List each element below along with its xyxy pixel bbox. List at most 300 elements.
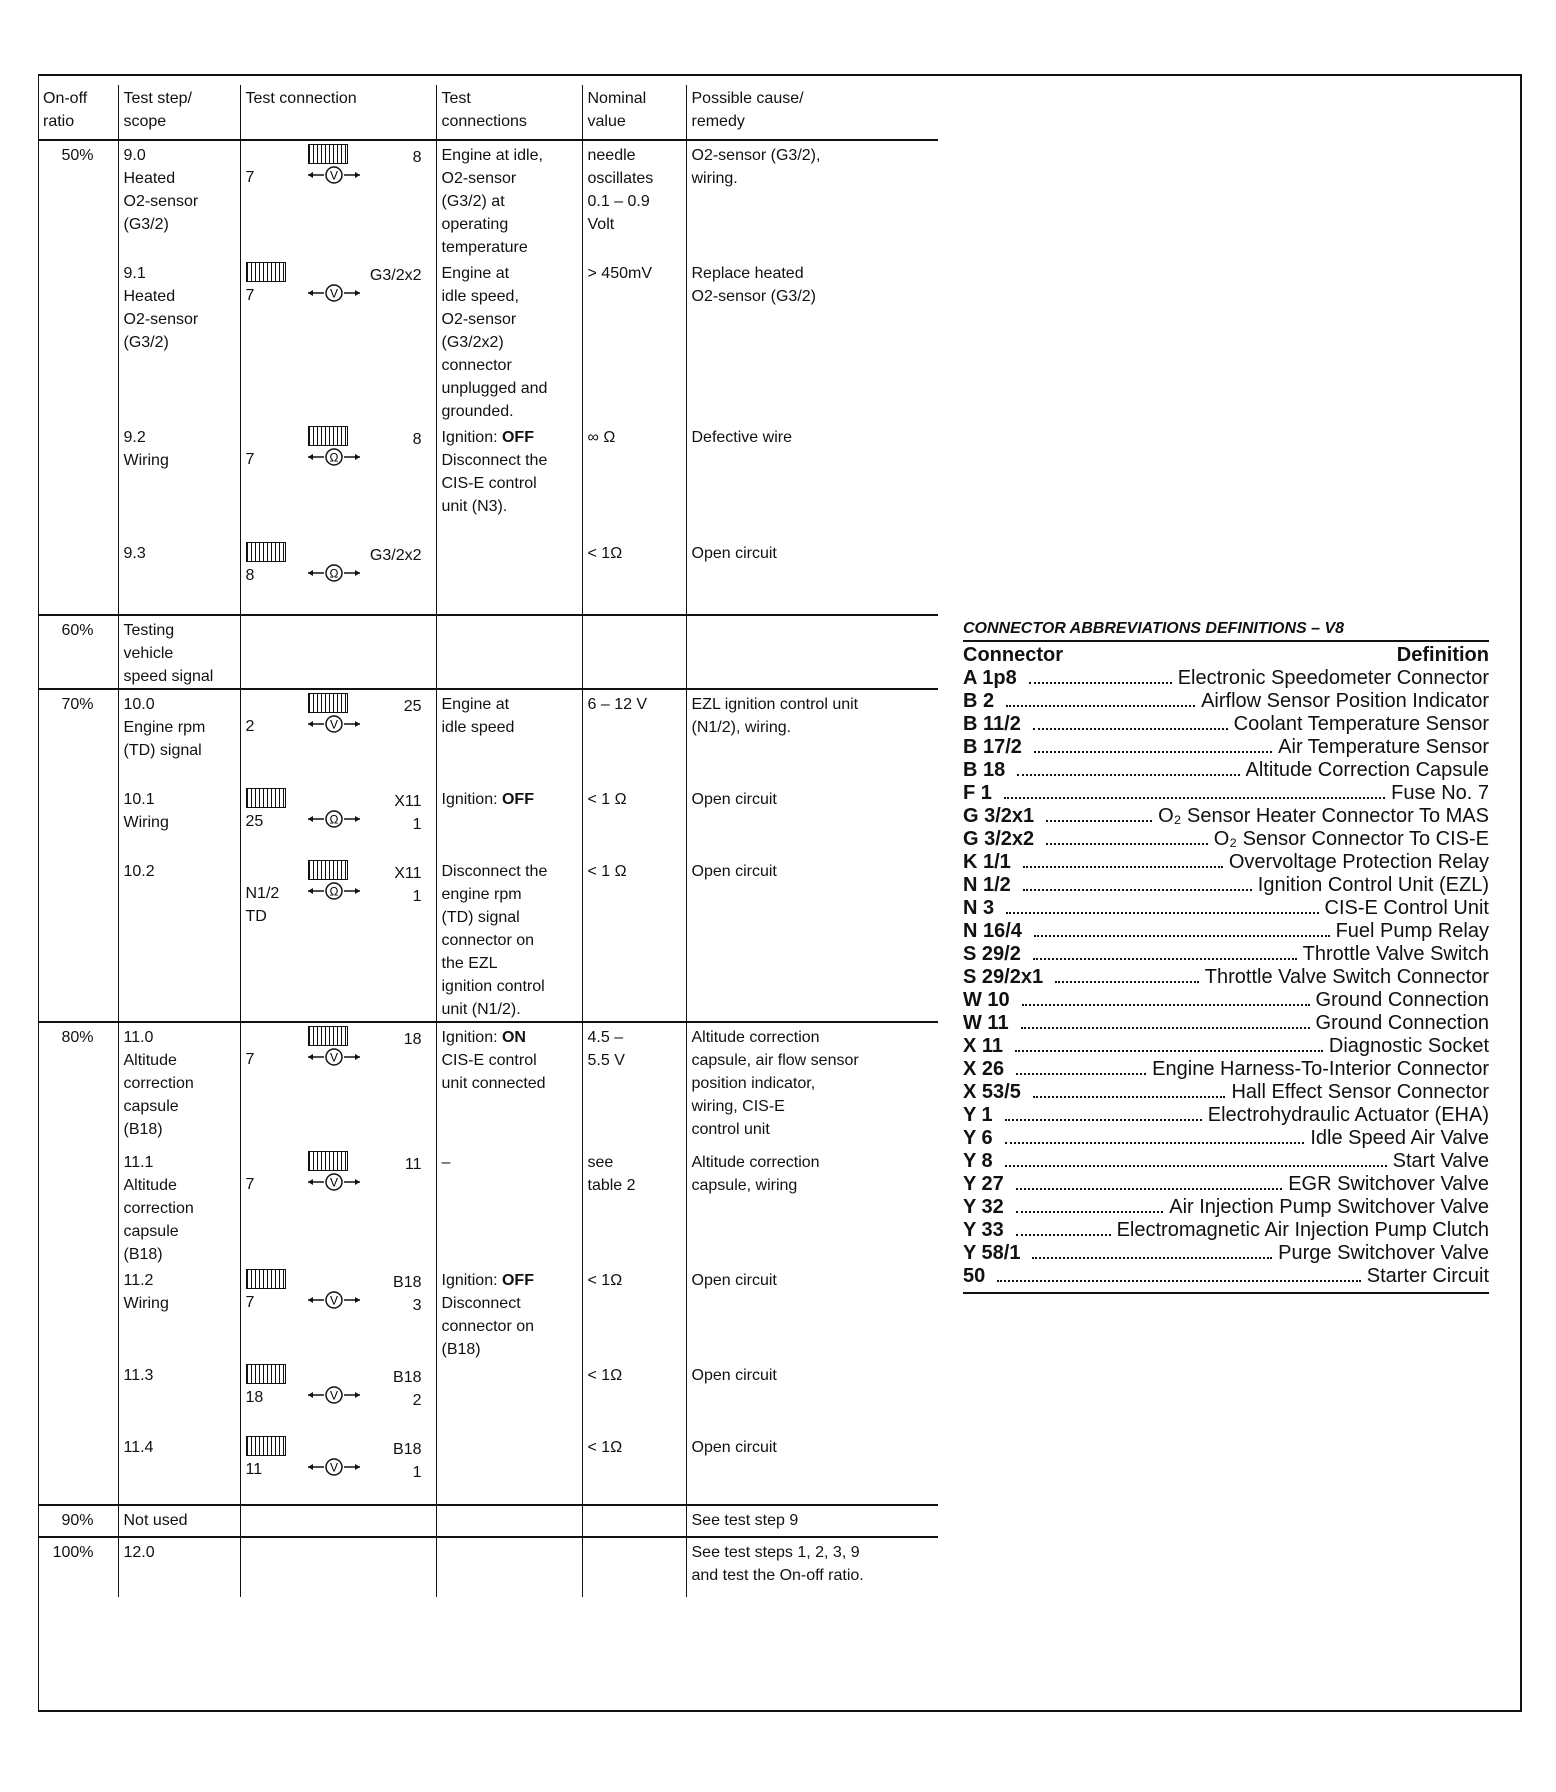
connection-left-pin: 25 bbox=[245, 813, 264, 830]
possible-cause-cell: Open circuit bbox=[686, 539, 938, 615]
possible-cause-cell: See test step 9 bbox=[686, 1505, 938, 1537]
legend-code: S 29/2 bbox=[963, 943, 1021, 965]
possible-cause-cell: Altitude correction capsule, air flow sensor position indicator, wiring, CIS-E control unit bbox=[686, 1022, 938, 1148]
nominal-value-cell: 6 – 12 V bbox=[582, 689, 686, 785]
connection-left-pin: 7 bbox=[245, 1294, 255, 1311]
nominal-value-cell: < 1 Ω bbox=[582, 857, 686, 1022]
on-off-ratio-cell: 100% bbox=[38, 1537, 118, 1597]
ignition-state: OFF bbox=[501, 791, 534, 808]
leader-dots bbox=[1023, 866, 1223, 868]
connection-right-pin: B18 1 bbox=[393, 1441, 422, 1481]
leader-dots bbox=[1046, 820, 1152, 822]
leader-dots bbox=[1022, 1004, 1310, 1006]
leader-dots bbox=[1029, 682, 1172, 684]
on-off-ratio-cell: 50% bbox=[38, 140, 118, 259]
connection-diagram bbox=[246, 1026, 426, 1088]
legend-item bbox=[963, 989, 1489, 1012]
legend-definition: CIS-E Control Unit bbox=[1324, 897, 1489, 919]
legend-item bbox=[963, 713, 1489, 736]
connection-right-pin: G3/2x2 bbox=[369, 547, 422, 564]
nominal-value-cell: < 1 Ω bbox=[582, 785, 686, 857]
legend-item bbox=[963, 736, 1489, 759]
test-step-cell: 11.2 Wiring bbox=[118, 1266, 240, 1361]
leader-dots bbox=[1016, 1188, 1282, 1190]
on-off-ratio-cell: 80% bbox=[38, 1022, 118, 1148]
test-connection-cell bbox=[240, 1537, 436, 1597]
table-row bbox=[38, 539, 938, 615]
table-row bbox=[38, 857, 938, 1022]
test-connection-cell bbox=[240, 615, 436, 689]
ignition-label: Ignition: bbox=[441, 1029, 502, 1046]
test-conditions-cell bbox=[436, 140, 582, 259]
control-unit-icon bbox=[246, 788, 286, 808]
header-test-step: Test step/ scope bbox=[118, 85, 240, 140]
possible-cause-cell: Defective wire bbox=[686, 423, 938, 539]
legend-item bbox=[963, 782, 1489, 805]
connection-diagram bbox=[246, 426, 426, 488]
table-row bbox=[38, 1266, 938, 1361]
legend-item bbox=[963, 897, 1489, 920]
on-off-ratio-cell bbox=[38, 1361, 118, 1433]
meter-symbol: V bbox=[329, 1050, 338, 1065]
legend-code: Y 32 bbox=[963, 1196, 1004, 1218]
legend-definition: Electronic Speedometer Connector bbox=[1177, 667, 1489, 689]
connection-diagram bbox=[246, 542, 426, 604]
control-unit-icon bbox=[308, 1026, 348, 1046]
control-unit-icon bbox=[308, 860, 348, 880]
legend-definition: Fuse No. 7 bbox=[1391, 782, 1489, 804]
legend-item bbox=[963, 1265, 1489, 1288]
leader-dots bbox=[1021, 1027, 1310, 1029]
legend-definition: EGR Switchover Valve bbox=[1288, 1173, 1489, 1195]
test-conditions-cell bbox=[436, 1505, 582, 1537]
possible-cause-cell: Open circuit bbox=[686, 1433, 938, 1505]
legend-item bbox=[963, 690, 1489, 713]
possible-cause-cell bbox=[686, 615, 938, 689]
legend-code: G 3/2x2 bbox=[963, 828, 1035, 850]
table-row bbox=[38, 140, 938, 259]
ignition-label: Ignition: bbox=[441, 791, 502, 808]
connection-right-pin: 8 bbox=[412, 431, 422, 448]
legend-code: X 26 bbox=[963, 1058, 1005, 1080]
leader-dots bbox=[1033, 1096, 1226, 1098]
test-connection-cell bbox=[240, 423, 436, 539]
meter-symbol: Ω bbox=[329, 884, 338, 899]
ohmmeter-icon bbox=[306, 808, 362, 830]
legend-end-rule bbox=[963, 1292, 1489, 1294]
connection-left-pin: 7 bbox=[245, 451, 255, 468]
meter-symbol: Ω bbox=[329, 566, 338, 581]
connection-diagram bbox=[246, 1436, 426, 1498]
voltmeter-icon bbox=[306, 164, 362, 186]
connection-diagram bbox=[246, 788, 426, 850]
nominal-value-cell bbox=[582, 1505, 686, 1537]
legend-col-definition: Definition bbox=[1396, 644, 1489, 666]
test-conditions-cell bbox=[436, 259, 582, 423]
legend-item bbox=[963, 943, 1489, 966]
legend-code: B 2 bbox=[963, 690, 995, 712]
legend-code: Y 1 bbox=[963, 1104, 993, 1126]
on-off-ratio-cell: 90% bbox=[38, 1505, 118, 1537]
connection-diagram bbox=[246, 1364, 426, 1426]
voltmeter-icon bbox=[306, 1046, 362, 1068]
on-off-ratio-cell bbox=[38, 539, 118, 615]
legend-code: 50 bbox=[963, 1265, 986, 1287]
legend-item bbox=[963, 805, 1489, 828]
legend-item bbox=[963, 1104, 1489, 1127]
legend-definition: Start Valve bbox=[1392, 1150, 1489, 1172]
legend-definition: Overvoltage Protection Relay bbox=[1228, 851, 1489, 873]
conditions-text: – bbox=[441, 1154, 451, 1171]
possible-cause-cell: Open circuit bbox=[686, 785, 938, 857]
leader-dots bbox=[1033, 728, 1228, 730]
test-step-cell: 11.3 bbox=[118, 1361, 240, 1433]
leader-dots bbox=[1005, 1119, 1202, 1121]
possible-cause-cell: Open circuit bbox=[686, 1361, 938, 1433]
test-step-cell: 12.0 bbox=[118, 1537, 240, 1597]
legend-code: Y 6 bbox=[963, 1127, 993, 1149]
test-conditions-cell bbox=[436, 785, 582, 857]
leader-dots bbox=[1034, 935, 1330, 937]
legend-item bbox=[963, 851, 1489, 874]
connection-right-pin: X11 1 bbox=[394, 793, 422, 833]
test-conditions-cell bbox=[436, 1537, 582, 1597]
meter-symbol: V bbox=[329, 1460, 338, 1475]
on-off-ratio-cell bbox=[38, 1148, 118, 1266]
legend-item bbox=[963, 1127, 1489, 1150]
connection-left-pin: 7 bbox=[245, 287, 255, 304]
control-unit-icon bbox=[246, 1364, 286, 1384]
test-conditions-cell bbox=[436, 857, 582, 1022]
leader-dots bbox=[1004, 797, 1385, 799]
conditions-text: Disconnect the engine rpm (TD) signal connector on the EZL ignition control unit (N1/2). bbox=[441, 863, 548, 1018]
connection-diagram bbox=[246, 262, 426, 324]
test-conditions-cell bbox=[436, 1148, 582, 1266]
test-connection-cell bbox=[240, 140, 436, 259]
legend-code: B 17/2 bbox=[963, 736, 1022, 758]
legend-item bbox=[963, 667, 1489, 690]
meter-symbol: V bbox=[329, 286, 338, 301]
test-connection-cell bbox=[240, 1022, 436, 1148]
test-step-cell: 9.1 Heated O2-sensor (G3/2) bbox=[118, 259, 240, 423]
test-connection-cell bbox=[240, 1433, 436, 1505]
possible-cause-cell: EZL ignition control unit (N1/2), wiring. bbox=[686, 689, 938, 785]
legend-definition: Hall Effect Sensor Connector bbox=[1231, 1081, 1489, 1103]
legend-code: N 3 bbox=[963, 897, 995, 919]
connection-right-pin: G3/2x2 bbox=[369, 267, 422, 284]
table-row bbox=[38, 689, 938, 785]
possible-cause-cell: Altitude correction capsule, wiring bbox=[686, 1148, 938, 1266]
table-row bbox=[38, 1361, 938, 1433]
on-off-ratio-cell bbox=[38, 1266, 118, 1361]
meter-symbol: Ω bbox=[329, 450, 338, 465]
legend-code: Y 27 bbox=[963, 1173, 1004, 1195]
leader-dots bbox=[997, 1280, 1361, 1282]
nominal-value-cell: ∞ Ω bbox=[582, 423, 686, 539]
connection-diagram bbox=[245, 860, 426, 925]
legend-definition: Idle Speed Air Valve bbox=[1310, 1127, 1489, 1149]
legend-definition: Altitude Correction Capsule bbox=[1245, 759, 1489, 781]
legend-definition: Engine Harness-To-Interior Connector bbox=[1152, 1058, 1489, 1080]
conditions-text: Engine at idle speed bbox=[441, 696, 515, 736]
conditions-text: Disconnect the CIS-E control unit (N3). bbox=[441, 452, 548, 515]
nominal-value-cell: < 1Ω bbox=[582, 1266, 686, 1361]
legend-item bbox=[963, 759, 1489, 782]
legend-definition: Purge Switchover Valve bbox=[1278, 1242, 1489, 1264]
nominal-value-cell: see table 2 bbox=[582, 1148, 686, 1266]
legend-item bbox=[963, 1173, 1489, 1196]
possible-cause-cell: Open circuit bbox=[686, 857, 938, 1022]
connection-left-pin: 11 bbox=[245, 1461, 263, 1478]
test-step-cell: 10.0 Engine rpm (TD) signal bbox=[118, 689, 240, 785]
header-nominal-value: Nominal value bbox=[582, 85, 686, 140]
legend-item bbox=[963, 1219, 1489, 1242]
test-connection-cell bbox=[240, 539, 436, 615]
test-step-cell: 10.2 bbox=[118, 857, 240, 1022]
control-unit-icon bbox=[246, 542, 286, 562]
meter-symbol: V bbox=[329, 1293, 338, 1308]
table-row bbox=[38, 1148, 938, 1266]
control-unit-icon bbox=[308, 144, 348, 164]
control-unit-icon bbox=[246, 1436, 286, 1456]
on-off-ratio-cell bbox=[38, 423, 118, 539]
test-step-cell: 10.1 Wiring bbox=[118, 785, 240, 857]
legend-title: CONNECTOR ABBREVIATIONS DEFINITIONS – V8 bbox=[963, 620, 1489, 642]
ignition-state: ON bbox=[501, 1029, 526, 1046]
leader-dots bbox=[1032, 1257, 1272, 1259]
legend-definition: Ignition Control Unit (EZL) bbox=[1257, 874, 1489, 896]
table-header-row bbox=[38, 85, 938, 140]
nominal-value-cell bbox=[582, 615, 686, 689]
table-row bbox=[38, 1537, 938, 1597]
connection-left-pin: 7 bbox=[245, 169, 255, 186]
connection-right-pin: B18 3 bbox=[393, 1274, 422, 1314]
legend-definition: Air Injection Pump Switchover Valve bbox=[1169, 1196, 1489, 1218]
legend-code: W 11 bbox=[963, 1012, 1009, 1034]
possible-cause-cell: Open circuit bbox=[686, 1266, 938, 1361]
connection-left-pin: 7 bbox=[245, 1051, 255, 1068]
test-connection-cell bbox=[240, 857, 436, 1022]
meter-symbol: V bbox=[329, 717, 338, 732]
test-step-cell: 11.1 Altitude correction capsule (B18) bbox=[118, 1148, 240, 1266]
legend-item bbox=[963, 1196, 1489, 1219]
conditions-text: Disconnect connector on (B18) bbox=[441, 1295, 535, 1358]
leader-dots bbox=[1016, 1234, 1111, 1236]
table-row bbox=[38, 1433, 938, 1505]
connection-right-pin: X11 1 bbox=[394, 865, 422, 905]
control-unit-icon bbox=[308, 693, 348, 713]
leader-dots bbox=[1005, 1142, 1305, 1144]
connection-right-pin: B18 2 bbox=[393, 1369, 422, 1409]
legend-code: N 16/4 bbox=[963, 920, 1022, 942]
legend-list bbox=[963, 667, 1489, 1288]
on-off-ratio-cell bbox=[38, 259, 118, 423]
legend-definition: O₂ Sensor Heater Connector To MAS bbox=[1158, 805, 1489, 827]
leader-dots bbox=[1006, 912, 1318, 914]
conditions-text: CIS-E control unit connected bbox=[441, 1052, 546, 1092]
conditions-text: Engine at idle, O2-sensor (G3/2) at operating temperature bbox=[441, 147, 543, 256]
legend-definition: Coolant Temperature Sensor bbox=[1233, 713, 1489, 735]
leader-dots bbox=[1005, 1165, 1387, 1167]
meter-symbol: V bbox=[329, 1175, 338, 1190]
legend-item bbox=[963, 1081, 1489, 1104]
connection-left-pin: 7 bbox=[245, 1176, 255, 1193]
table-row bbox=[38, 615, 938, 689]
leader-dots bbox=[1034, 751, 1272, 753]
table-row bbox=[38, 1022, 938, 1148]
control-unit-icon bbox=[308, 426, 348, 446]
test-conditions-cell bbox=[436, 1361, 582, 1433]
leader-dots bbox=[1046, 843, 1208, 845]
connection-left-pin: 8 bbox=[245, 567, 255, 584]
ignition-label: Ignition: bbox=[441, 429, 502, 446]
test-step-cell: 9.2 Wiring bbox=[118, 423, 240, 539]
nominal-value-cell: < 1Ω bbox=[582, 1433, 686, 1505]
voltmeter-icon bbox=[306, 1171, 362, 1193]
table-row bbox=[38, 259, 938, 423]
possible-cause-cell: O2-sensor (G3/2), wiring. bbox=[686, 140, 938, 259]
header-on-off-ratio: On-off ratio bbox=[38, 85, 118, 140]
legend-code: G 3/2x1 bbox=[963, 805, 1035, 827]
control-unit-icon bbox=[246, 1269, 286, 1289]
on-off-ratio-cell: 70% bbox=[38, 689, 118, 785]
legend-definition: Fuel Pump Relay bbox=[1335, 920, 1489, 942]
legend-code: A 1p8 bbox=[963, 667, 1017, 689]
leader-dots bbox=[1015, 1050, 1323, 1052]
on-off-ratio-cell: 60% bbox=[38, 615, 118, 689]
connection-right-pin: 8 bbox=[412, 149, 422, 166]
legend-item bbox=[963, 1012, 1489, 1035]
connection-diagram bbox=[246, 1269, 426, 1331]
connection-diagram bbox=[246, 1151, 426, 1213]
meter-symbol: V bbox=[329, 168, 338, 183]
nominal-value-cell: needle oscillates 0.1 – 0.9 Volt bbox=[582, 140, 686, 259]
legend-code: Y 58/1 bbox=[963, 1242, 1021, 1264]
legend-code: X 11 bbox=[963, 1035, 1004, 1057]
legend-definition: Starter Circuit bbox=[1366, 1265, 1489, 1287]
test-connection-cell bbox=[240, 1361, 436, 1433]
test-conditions-cell bbox=[436, 689, 582, 785]
connection-left-pin: 2 bbox=[245, 718, 255, 735]
possible-cause-cell: See test steps 1, 2, 3, 9 and test the On-off ratio. bbox=[686, 1537, 938, 1597]
legend-code: B 18 bbox=[963, 759, 1006, 781]
nominal-value-cell bbox=[582, 1537, 686, 1597]
test-connection-cell bbox=[240, 785, 436, 857]
connection-left-pin: 18 bbox=[245, 1389, 264, 1406]
legend-code: S 29/2x1 bbox=[963, 966, 1044, 988]
legend-item bbox=[963, 874, 1489, 897]
connector-legend bbox=[963, 620, 1489, 1294]
table-row bbox=[38, 423, 938, 539]
voltmeter-icon bbox=[306, 1289, 362, 1311]
connection-right-pin: 11 bbox=[404, 1156, 422, 1173]
connection-right-pin: 18 bbox=[403, 1031, 422, 1048]
test-conditions-cell bbox=[436, 1266, 582, 1361]
test-connection-cell bbox=[240, 689, 436, 785]
legend-item bbox=[963, 1058, 1489, 1081]
ohmmeter-icon bbox=[306, 446, 362, 468]
legend-item bbox=[963, 828, 1489, 851]
possible-cause-cell: Replace heated O2-sensor (G3/2) bbox=[686, 259, 938, 423]
legend-item bbox=[963, 1242, 1489, 1265]
voltmeter-icon bbox=[306, 713, 362, 735]
test-conditions-cell bbox=[436, 539, 582, 615]
test-conditions-cell bbox=[436, 615, 582, 689]
table-row bbox=[38, 1505, 938, 1537]
connection-diagram bbox=[246, 693, 426, 755]
legend-code: F 1 bbox=[963, 782, 992, 804]
nominal-value-cell: > 450mV bbox=[582, 259, 686, 423]
legend-definition: Airflow Sensor Position Indicator bbox=[1201, 690, 1489, 712]
conditions-text: Engine at idle speed, O2-sensor (G3/2x2) connector unplugged and grounded. bbox=[441, 265, 548, 420]
table-row bbox=[38, 785, 938, 857]
test-step-cell: 9.3 bbox=[118, 539, 240, 615]
voltmeter-icon bbox=[306, 1456, 362, 1478]
legend-col-connector: Connector bbox=[963, 644, 1063, 666]
test-step-cell: 11.0 Altitude correction capsule (B18) bbox=[118, 1022, 240, 1148]
meter-symbol: Ω bbox=[329, 812, 338, 827]
ignition-state: OFF bbox=[501, 429, 534, 446]
ignition-label: Ignition: bbox=[441, 1272, 502, 1289]
leader-dots bbox=[1017, 774, 1239, 776]
legend-code: Y 8 bbox=[963, 1150, 993, 1172]
connection-right-pin: 25 bbox=[403, 698, 422, 715]
control-unit-icon bbox=[246, 262, 286, 282]
header-test-conditions: Test connections bbox=[436, 85, 582, 140]
legend-code: B 11/2 bbox=[963, 713, 1021, 735]
nominal-value-cell: < 1Ω bbox=[582, 1361, 686, 1433]
ignition-state: OFF bbox=[501, 1272, 534, 1289]
on-off-ratio-cell bbox=[38, 1433, 118, 1505]
legend-definition: Diagnostic Socket bbox=[1328, 1035, 1489, 1057]
legend-definition: Electrohydraulic Actuator (EHA) bbox=[1207, 1104, 1489, 1126]
legend-definition: Electromagnetic Air Injection Pump Clutch bbox=[1116, 1219, 1489, 1241]
legend-code: W 10 bbox=[963, 989, 1010, 1011]
legend-definition: Ground Connection bbox=[1315, 989, 1489, 1011]
legend-item bbox=[963, 1035, 1489, 1058]
nominal-value-cell: < 1Ω bbox=[582, 539, 686, 615]
leader-dots bbox=[1023, 889, 1252, 891]
legend-definition: O₂ Sensor Connector To CIS-E bbox=[1213, 828, 1489, 850]
leader-dots bbox=[1006, 705, 1195, 707]
nominal-value-cell: 4.5 – 5.5 V bbox=[582, 1022, 686, 1148]
test-conditions-cell bbox=[436, 1022, 582, 1148]
test-connection-cell bbox=[240, 1266, 436, 1361]
test-table bbox=[38, 85, 938, 1597]
header-test-connection: Test connection bbox=[240, 85, 436, 140]
test-step-cell: 9.0 Heated O2-sensor (G3/2) bbox=[118, 140, 240, 259]
connection-diagram bbox=[246, 144, 426, 206]
ohmmeter-icon bbox=[306, 562, 362, 584]
header-possible-cause: Possible cause/ remedy bbox=[686, 85, 938, 140]
test-step-cell: 11.4 bbox=[118, 1433, 240, 1505]
meter-symbol: V bbox=[329, 1388, 338, 1403]
voltmeter-icon bbox=[306, 282, 362, 304]
leader-dots bbox=[1033, 958, 1297, 960]
test-connection-cell bbox=[240, 1505, 436, 1537]
legend-code: N 1/2 bbox=[963, 874, 1011, 896]
legend-code: Y 33 bbox=[963, 1219, 1004, 1241]
legend-definition: Throttle Valve Switch bbox=[1302, 943, 1489, 965]
test-step-cell: Not used bbox=[118, 1505, 240, 1537]
legend-item bbox=[963, 966, 1489, 989]
control-unit-icon bbox=[308, 1151, 348, 1171]
voltmeter-icon bbox=[306, 1384, 362, 1406]
test-conditions-cell bbox=[436, 1433, 582, 1505]
legend-header bbox=[963, 644, 1489, 667]
leader-dots bbox=[1016, 1211, 1163, 1213]
on-off-ratio-cell bbox=[38, 857, 118, 1022]
